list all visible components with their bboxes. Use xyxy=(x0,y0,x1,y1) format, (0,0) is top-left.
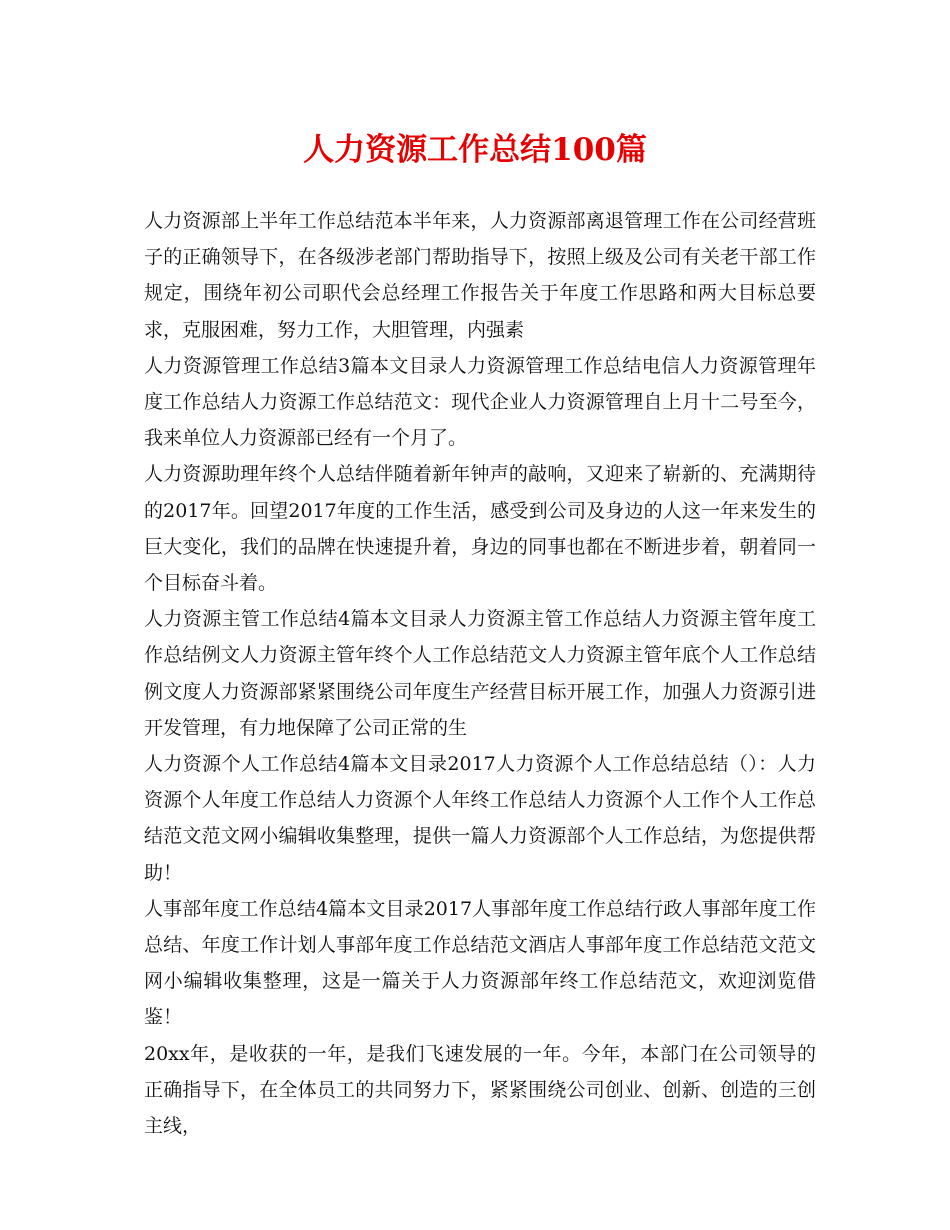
document-body xyxy=(144,203,816,1144)
paragraph: 人事部年度工作总结4篇本文目录2017人事部年度工作总结行政人事部年度工作总结、年度工作计划人事部年度工作总结范文酒店人事部年度工作总结范文范文网小编辑收集整理，这是一篇关于人力资源部年终工作总结范文，欢迎浏览借鉴！ xyxy=(144,897,816,1029)
paragraph: 人力资源个人工作总结4篇本文目录2017人力资源个人工作总结总结（）：人力资源个人年度工作总结人力资源个人年终工作总结人力资源个人工作个人工作总结范文范文网小编辑收集整理，提供一篇人力资源部个人工作总结，为您提供帮助！ xyxy=(144,753,816,884)
paragraph: 人力资源管理工作总结3篇本文目录人力资源管理工作总结电信人力资源管理年度工作总结人力资源工作总结范文：现代企业人力资源管理自上月十二号至今，我来单位人力资源部已经有一个月了。 xyxy=(144,354,816,450)
paragraph: 人力资源助理年终个人总结伴随着新年钟声的敲响，又迎来了崭新的、充满期待的2017年。回望2017年度的工作生活，感受到公司及身边的人这一年来发生的巨大变化，我们的品牌在快速提升着，身边的同事也都在不断进步着，朝着同一个目标奋斗着。 xyxy=(144,463,816,595)
paragraph: 人力资源主管工作总结4篇本文目录人力资源主管工作总结人力资源主管年度工作总结例文人力资源主管年终个人工作总结范文人力资源主管年底个人工作总结例文度人力资源部紧紧围绕公司年度生产经营目标开展工作，加强人力资源引进开发管理，有力地保障了公司正常的生 xyxy=(144,608,816,739)
paragraph: 20xx年，是收获的一年，是我们飞速发展的一年。今年，本部门在公司领导的正确指导下，在全体员工的共同努力下，紧紧围绕公司创业、创新、创造的三创主线， xyxy=(144,1042,816,1138)
paragraph: 人力资源部上半年工作总结范本半年来，人力资源部离退管理工作在公司经营班子的正确领导下，在各级涉老部门帮助指导下，按照上级及公司有关老干部工作规定，围绕年初公司职代会总经理工作报告关于年度工作思路和两大目标总要求，克服困难，努力工作，大胆管理，内强素 xyxy=(144,210,816,341)
document-title: 人力资源工作总结100篇 xyxy=(303,132,647,168)
